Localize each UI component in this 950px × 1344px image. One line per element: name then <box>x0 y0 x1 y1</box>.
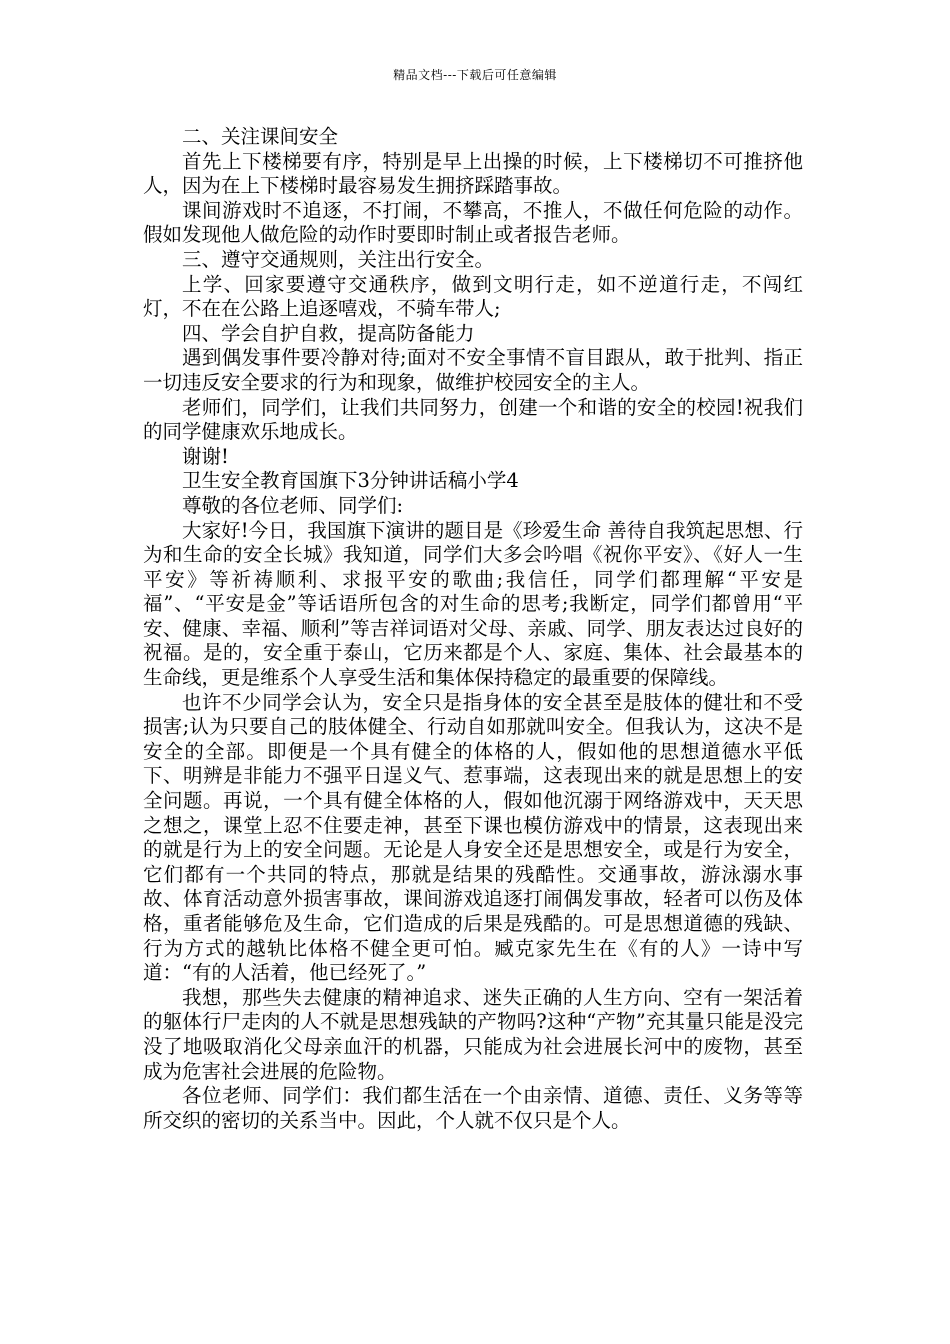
paragraph: 我想，那些失去健康的精神追求、迷失正确的人生方向、空有一架活着的躯体行尸走肉的人不就是思想残缺的产物吗?这种“产物”充其量只能是没完没了地吸取消化父母亲血汗的机器，只能成为社会进展长河中的废物，甚至成为危害社会进展的危险物。 <box>143 985 803 1083</box>
section-heading: 二、关注课间安全 <box>182 125 339 148</box>
salutation: 尊敬的各位老师、同学们: <box>182 493 404 517</box>
paragraph: 老师们，同学们，让我们共同努力，创建一个和谐的安全的校园!祝我们的同学健康欢乐地成长。 <box>143 395 803 444</box>
paragraph: 课间游戏时不追逐，不打闹，不攀高，不推人，不做任何危险的动作。假如发现他人做危险的动作时要即时制止或者报告老师。 <box>143 198 803 247</box>
section-heading: 四、学会自护自救，提高防备能力 <box>182 321 475 345</box>
page-header: 精品文档---下载后可任意编辑 <box>393 68 557 82</box>
paragraph: 也许不少同学会认为，安全只是指身体的安全甚至是肢体的健壮和不受损害;认为只要自己的肢体健全、行动自如那就叫安全。但我认为，这决不是安全的全部。即便是一个具有健全的体格的人，假如他的思想道德水平低下、明辨是非能力不强平日逞义气、惹事端，这表现出来的就是思想上的安全问题。再说，一个具有健全体格的人，假如他沉溺于网络游戏中，天天思之想之，课堂上忍不住要走神，甚至下课也模仿游戏中的情景，这表现出来的就是行为上的安全问题。无论是人身安全还是思想安全，或是行为安全，它们都有一个共同的特点，那就是结果的残酷性。交通事故，游泳溺水事故、体育活动意外损害事故，课间游戏追逐打闹偶发事故，轻者可以伤及体格，重者能够危及生命，它们造成的后果是残酷的。可是思想道德的残缺、行为方式的越轨比体格不健全更可怕。臧克家先生在《有的人》一诗中写道：“有的人活着，他已经死了。” <box>143 690 803 985</box>
section-heading: 三、遵守交通规则，关注出行安全。 <box>182 247 495 271</box>
paragraph: 上学、回家要遵守交通秩序，做到文明行走，如不逆道行走，不闯红灯，不在在公路上追逐嘻戏，不骑车带人; <box>143 272 803 321</box>
paragraph: 遇到偶发事件要冷静对待;面对不安全事情不盲目跟从，敢于批判、指正一切违反安全要求的行为和现象，做维护校园安全的主人。 <box>143 346 803 394</box>
paragraph: 大家好!今日，我国旗下演讲的题目是《珍爱生命 善待自我筑起思想、行为和生命的安全长城》我知道，同学们大多会吟唱《祝你平安》、《好人一生平安》等祈祷顺利、求报平安的歌曲;我信任，同学们都理解“平安是福”、“平安是金”等话语所包含的对生命的思考;我断定，同学们都曾用“平安、健康、幸福、顺利”等吉祥词语对父母、亲戚、同学、朋友表达过良好的祝福。是的，安全重于泰山，它历来都是个人、家庭、集体、社会最基本的生命线，更是维系个人享受生活和集体保持稳定的最重要的保障线。 <box>143 518 803 690</box>
paragraph: 谢谢! <box>182 444 229 468</box>
paragraph: 各位老师、同学们：我们都生活在一个由亲情、道德、责任、义务等等所交织的密切的关系当中。因此，个人就不仅只是个人。 <box>143 1084 803 1132</box>
speech-title: 卫生安全教育国旗下3分钟讲话稿小学4 <box>182 469 519 493</box>
paragraph: 首先上下楼梯要有序，特别是早上出操的时候，上下楼梯切不可推挤他人，因为在上下楼梯时最容易发生拥挤踩踏事故。 <box>143 149 803 198</box>
document-body <box>143 125 803 1133</box>
